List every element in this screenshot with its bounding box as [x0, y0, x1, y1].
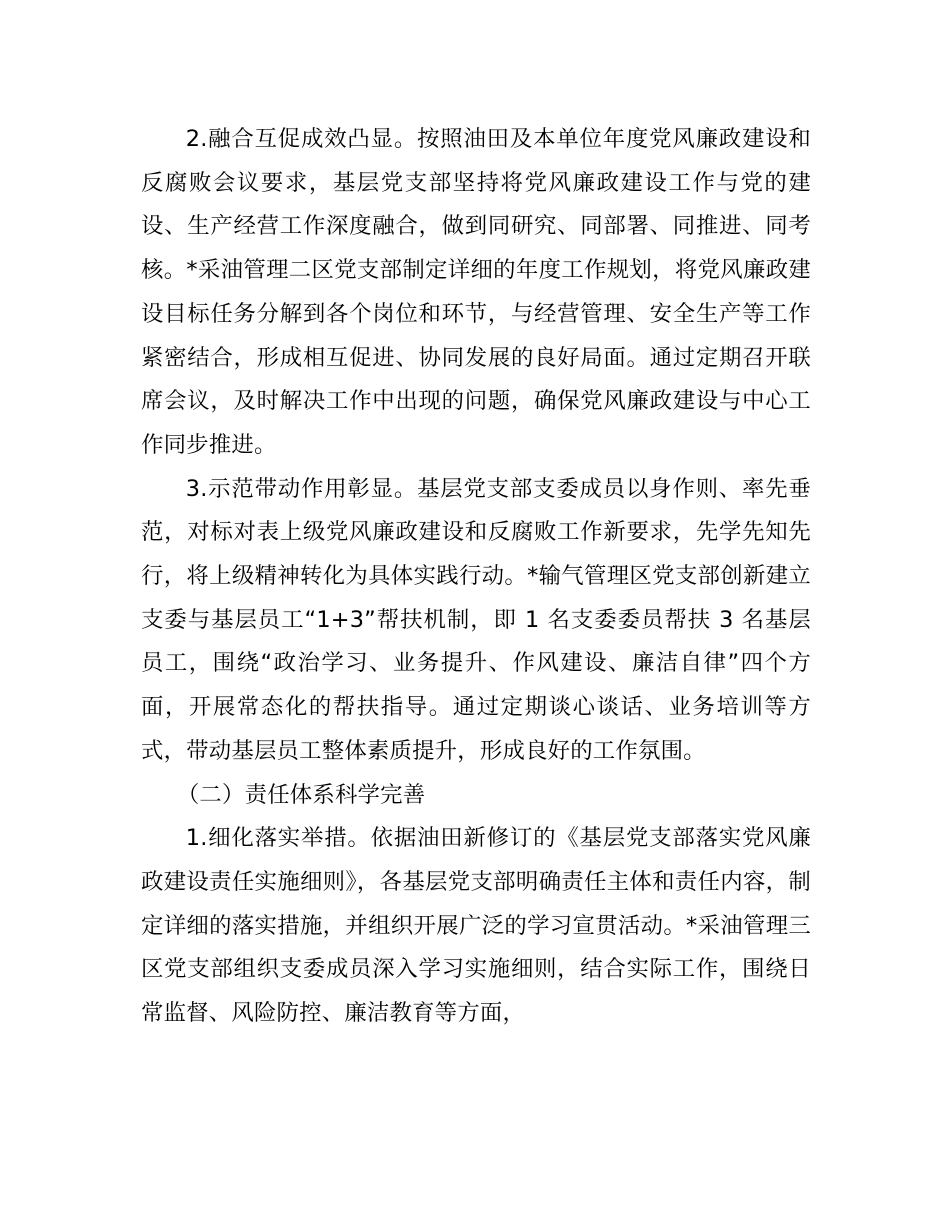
paragraph-measures: 1.细化落实举措。依据油田新修订的《基层党支部落实党风廉政建设责任实施细则》，各基层党支部明确责任主体和责任内容，制定详细的落实措施，并组织开展广泛的学习宣贯活动。*采油管理三区党支部组织支委成员深入学习实施细则，结合实际工作，围绕日常监督、风险防控、廉洁教育等方面，: [141, 825, 811, 1027]
paragraph-integration: 2.融合互促成效凸显。按照油田及本单位年度党风廉政建设和反腐败会议要求，基层党支部坚持将党风廉政建设工作与党的建设、生产经营工作深度融合，做到同研究、同部署、同推进、同考核。*采油管理二区党支部制定详细的年度工作规划，将党风廉政建设目标任务分解到各个岗位和环节，与经营管理、安全生产等工作紧密结合，形成相互促进、协同发展的良好局面。通过定期召开联席会议，及时解决工作中出现的问题，确保党风廉政建设与中心工作同步推进。: [141, 126, 811, 458]
document-body: [141, 118, 811, 1036]
paragraph-demonstration: 3.示范带动作用彰显。基层党支部支委成员以身作则、率先垂范，对标对表上级党风廉政建设和反腐败工作新要求，先学先知先行，将上级精神转化为具体实践行动。*输气管理区党支部创新建立支委与基层员工“1+3”帮扶机制，即 1 名支委委员帮扶 3 名基层员工，围绕“政治学习、业务提升、作风建设、廉洁自律”四个方面，开展常态化的帮扶指导。通过定期谈心谈话、业务培训等方式，带动基层员工整体素质提升，形成良好的工作氛围。: [141, 475, 811, 764]
section-heading: （二）责任体系科学完善: [176, 781, 426, 808]
